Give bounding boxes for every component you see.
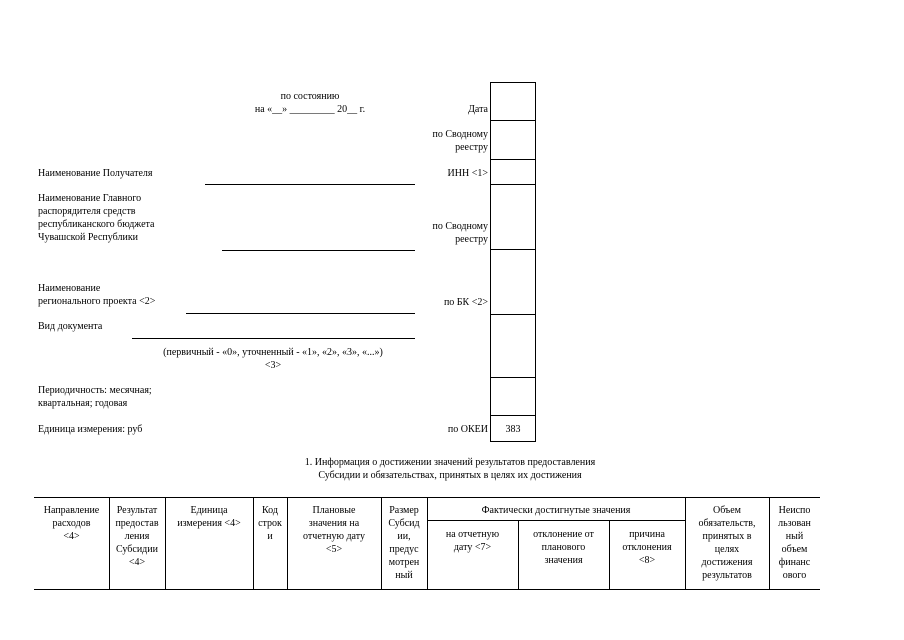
- group-header-divider: [427, 520, 685, 521]
- results-table: [34, 497, 820, 590]
- registry-label-2: по Сводному реестру: [432, 221, 488, 245]
- section-title: 1. Информация о достижении значений результатов предоставления Субсидии и обязательствах, принятых в целях их достижения: [304, 457, 596, 481]
- regional-project-underline: [186, 313, 415, 314]
- doc-type-note: (первичный - «0», уточненный - «1», «2», «3», «...») <3>: [163, 347, 383, 371]
- okei-code-value: 383: [505, 424, 521, 435]
- header-result: Результат предостав ления Субсидии <4>: [115, 505, 159, 568]
- codes-divider: [491, 377, 535, 378]
- doc-type-underline: [132, 338, 415, 339]
- header-obligations: Объем обязательств, принятых в целях достижения результатов: [698, 505, 756, 581]
- bk-label: по БК <2>: [443, 297, 488, 308]
- header-direction: Направление расходов <4>: [43, 505, 100, 542]
- codes-divider: [491, 249, 535, 250]
- unit-label: Единица измерения: руб: [38, 424, 143, 435]
- doc-type-label: Вид документа: [38, 321, 103, 332]
- codes-column: [490, 82, 536, 442]
- chief-manager-label: Наименование Главного распорядителя средств республиканского бюджета Чувашской Республики: [38, 193, 155, 243]
- state-label: по состоянию: [280, 91, 340, 102]
- header-on-report-date: на отчетную дату <7>: [445, 529, 500, 553]
- regional-project-label: Наименование регионального проекта <2>: [38, 283, 156, 307]
- header-row-code: Код строк и: [258, 505, 282, 542]
- recipient-label: Наименование Получателя: [38, 168, 153, 179]
- okei-label: по ОКЕИ: [447, 424, 488, 435]
- codes-divider: [491, 415, 535, 416]
- codes-divider: [491, 184, 535, 185]
- header-actual-values: Фактически достигнутые значения: [481, 505, 631, 516]
- header-deviation: отклонение от планового значения: [533, 529, 594, 566]
- header-subsidy-size: Размер Субсид ии, предус мотрен ный: [388, 505, 420, 581]
- registry-label-1: по Сводному реестру: [432, 129, 488, 153]
- header-planned-values: Плановые значения на отчетную дату <5>: [303, 505, 365, 555]
- inn-label: ИНН <1>: [447, 168, 488, 179]
- recipient-underline: [205, 184, 415, 185]
- codes-divider: [491, 314, 535, 315]
- chief-manager-underline: [222, 250, 415, 251]
- header-unused-volume: Неиспо льзован ный объем финанс ового: [778, 505, 811, 581]
- codes-divider: [491, 159, 535, 160]
- date-label: Дата: [468, 104, 488, 115]
- header-deviation-reason: причина отклонения <8>: [622, 529, 672, 566]
- state-date-line: на «__» _________ 20__ г.: [254, 104, 366, 115]
- periodicity-label: Периодичность: месячная; квартальная; годовая: [38, 385, 152, 409]
- codes-divider: [491, 120, 535, 121]
- header-unit: Единица измерения <4>: [177, 505, 241, 529]
